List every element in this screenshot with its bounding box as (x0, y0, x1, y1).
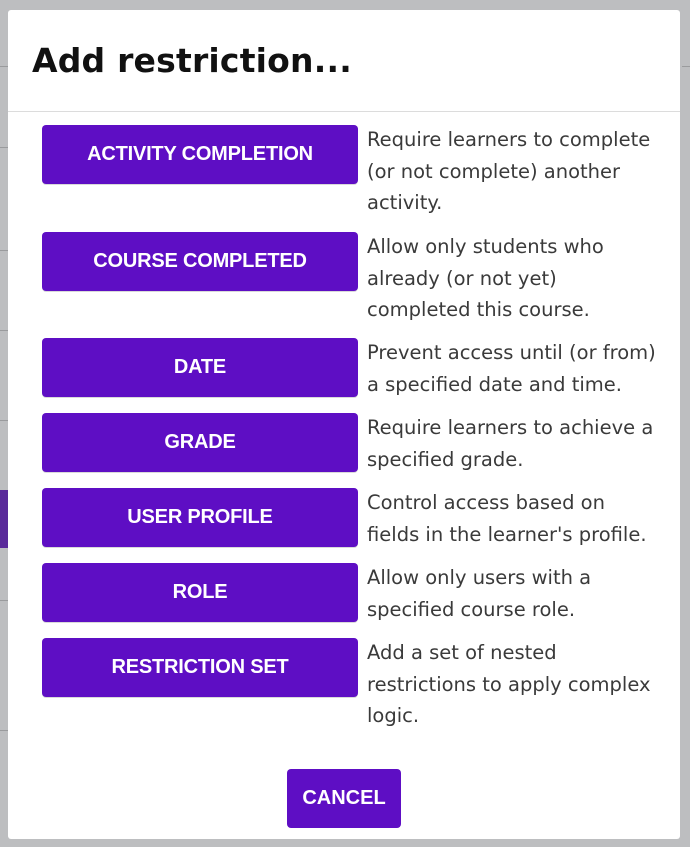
role-description: Allow only users with a specified course role. (367, 566, 592, 621)
option-row-activity-completion (42, 125, 680, 232)
date-description: Prevent access until (or from) a specified date and time. (367, 341, 656, 396)
dialog-title: Add restriction... (32, 41, 352, 80)
activity-completion-button[interactable]: ACTIVITY COMPLETION (42, 125, 358, 184)
option-row-date (42, 338, 680, 413)
course-completed-button[interactable]: COURSE COMPLETED (42, 232, 358, 291)
role-button[interactable]: ROLE (42, 563, 358, 622)
activity-completion-description: Require learners to complete (or not complete) another activity. (367, 128, 651, 214)
background-divider (0, 147, 8, 148)
background-divider (0, 66, 8, 67)
date-button[interactable]: DATE (42, 338, 358, 397)
user-profile-button[interactable]: USER PROFILE (42, 488, 358, 547)
grade-button[interactable]: GRADE (42, 413, 358, 472)
add-restriction-dialog (8, 10, 680, 839)
dialog-footer (8, 769, 680, 828)
option-row-user-profile (42, 488, 680, 563)
background-divider (0, 730, 8, 731)
course-completed-description: Allow only students who already (or not yet) completed this course. (367, 235, 604, 321)
background-divider (0, 330, 8, 331)
background-accent-button (0, 490, 8, 548)
option-row-grade (42, 413, 680, 488)
background-divider (0, 600, 8, 601)
background-divider (0, 250, 8, 251)
background-divider (0, 420, 8, 421)
grade-description: Require learners to achieve a specified grade. (367, 416, 654, 471)
option-row-role (42, 563, 680, 638)
dialog-header (8, 10, 680, 112)
background-divider (682, 66, 690, 67)
option-row-course-completed (42, 232, 680, 338)
user-profile-description: Control access based on fields in the learner's profile. (367, 491, 647, 546)
restriction-set-button[interactable]: RESTRICTION SET (42, 638, 358, 697)
restriction-set-description: Add a set of nested restrictions to apply complex logic. (367, 641, 651, 727)
option-row-restriction-set (42, 638, 680, 745)
cancel-button[interactable]: CANCEL (287, 769, 401, 828)
dialog-body (8, 112, 680, 745)
